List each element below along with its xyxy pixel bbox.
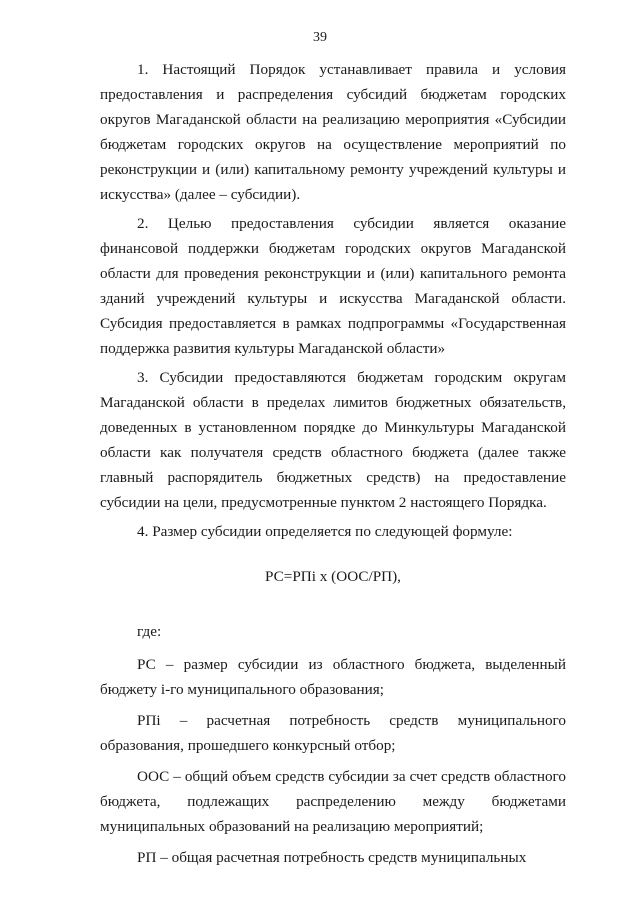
document-body xyxy=(100,57,566,876)
paragraph-3: 3. Субсидии предоставляются бюджетам городским округам Магаданской области в пределах лимитов бюджетных обязательств, доведенных в установленном порядке до Минкультуры Магаданской области как получателя средств областного бюджета (далее также главный распорядитель бюджетных средств) на предоставление субсидии на цели, предусмотренные пунктом 2 настоящего Порядка. xyxy=(100,369,566,511)
paragraph-4: 4. Размер субсидии определяется по следующей формуле: xyxy=(137,523,513,540)
where-label: где: xyxy=(137,623,162,640)
definition-rs: РС – размер субсидии из областного бюджета, выделенный бюджету i-го муниципального образования; xyxy=(100,656,566,698)
page-number: 39 xyxy=(313,30,327,45)
definition-oos: ООС – общий объем средств субсидии за счет средств областного бюджета, подлежащих распределению между бюджетами муниципальных образований на реализацию мероприятий; xyxy=(100,768,566,835)
definition-rpi: РПi – расчетная потребность средств муниципального образования, прошедшего конкурсный отбор; xyxy=(100,712,566,754)
paragraph-1: 1. Настоящий Порядок устанавливает правила и условия предоставления и распределения субсидий бюджетам городских округов Магаданской области на реализацию мероприятия «Субсидии бюджетам городских округов на осуществление мероприятий по реконструкции и (или) капитальному ремонту учреждений культуры и искусства» (далее – субсидии). xyxy=(100,61,566,203)
paragraph-2: 2. Целью предоставления субсидии является оказание финансовой поддержки бюджетам городских округов Магаданской области для проведения реконструкции и (или) капитального ремонта зданий учреждений культуры и искусства Магаданской области. Субсидия предоставляется в рамках подпрограммы «Государственная поддержка развития культуры Магаданской области» xyxy=(100,215,566,357)
definition-rp: РП – общая расчетная потребность средств муниципальных xyxy=(137,849,527,866)
subsidy-formula: РС=РПi x (ООС/РП), xyxy=(265,568,401,585)
